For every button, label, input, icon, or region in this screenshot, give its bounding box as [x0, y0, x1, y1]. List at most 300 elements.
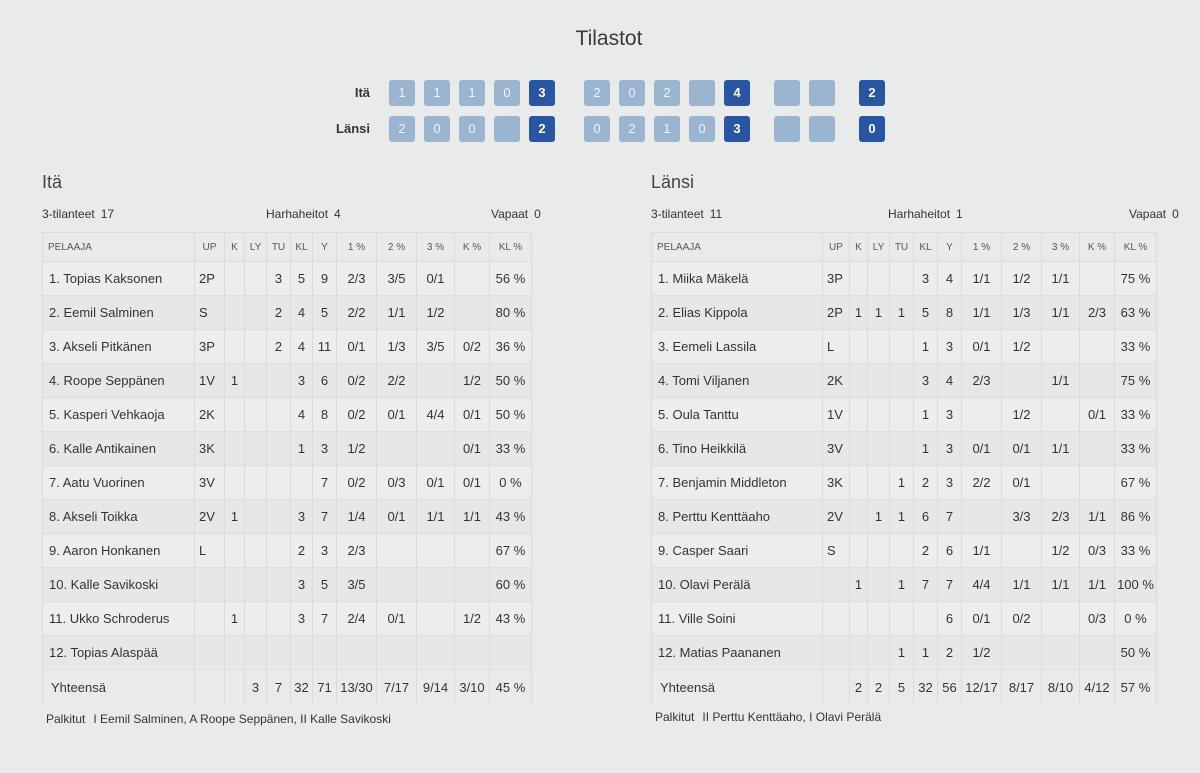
- summary-label: Vapaat: [491, 207, 529, 221]
- table-row: [43, 534, 532, 568]
- stat-cell: 0/2: [1002, 602, 1042, 636]
- table-row: [652, 398, 1157, 432]
- stat-cell: 3V: [195, 466, 225, 500]
- player-name-cell[interactable]: 10. Kalle Savikoski: [43, 568, 195, 602]
- stat-cell: [245, 568, 267, 602]
- table-row: [652, 466, 1157, 500]
- summary-value: 11: [709, 207, 723, 221]
- stat-cell: 2: [914, 534, 938, 568]
- stat-cell: [490, 636, 532, 670]
- stat-cell: [823, 602, 850, 636]
- stat-cell: 0/1: [1002, 432, 1042, 466]
- stat-cell: [245, 296, 267, 330]
- stat-cell: 1: [868, 296, 890, 330]
- summary-label: Vapaat: [1129, 207, 1167, 221]
- team-heading: Itä: [42, 172, 63, 192]
- team-summary-line: [42, 207, 541, 223]
- stat-cell: 1/1: [962, 534, 1002, 568]
- stat-cell: [850, 602, 868, 636]
- column-header[interactable]: Y: [313, 233, 337, 262]
- stat-cell: [890, 364, 914, 398]
- stat-cell: [417, 432, 455, 466]
- stat-cell: 2P: [823, 296, 850, 330]
- column-header[interactable]: UP: [195, 233, 225, 262]
- totals-cell: 13/30: [337, 670, 377, 705]
- stat-cell: [1002, 636, 1042, 670]
- stat-cell: [823, 568, 850, 602]
- column-header[interactable]: 1 %: [962, 233, 1002, 262]
- stat-cell: [267, 364, 291, 398]
- score-total-box: 3: [529, 80, 555, 106]
- stat-cell: [225, 398, 245, 432]
- column-header[interactable]: KL %: [490, 233, 532, 262]
- table-row: [652, 636, 1157, 670]
- stat-cell: [1042, 602, 1080, 636]
- stat-cell: [850, 262, 868, 296]
- team-summary-item: [42, 207, 114, 221]
- stat-cell: 0/1: [1080, 398, 1115, 432]
- player-name-cell[interactable]: 5. Oula Tanttu: [652, 398, 823, 432]
- totals-cell: 2: [850, 670, 868, 705]
- stat-cell: 3: [938, 398, 962, 432]
- stat-cell: [195, 568, 225, 602]
- score-period-box: 1: [459, 80, 485, 106]
- stat-cell: 0/1: [377, 500, 417, 534]
- stat-cell: 1: [850, 296, 868, 330]
- stat-cell: [1042, 466, 1080, 500]
- stat-cell: 8: [313, 398, 337, 432]
- stat-cell: 5: [291, 262, 313, 296]
- column-header[interactable]: K: [225, 233, 245, 262]
- stat-cell: [245, 534, 267, 568]
- score-total-box: 3: [724, 116, 750, 142]
- stat-cell: [245, 500, 267, 534]
- score-total-box: 0: [859, 116, 885, 142]
- team-panel: [42, 172, 541, 223]
- totals-cell: 71: [313, 670, 337, 705]
- stat-cell: 63 %: [1115, 296, 1157, 330]
- stat-cell: 1/1: [962, 296, 1002, 330]
- stat-cell: [1042, 398, 1080, 432]
- score-period-box: [494, 116, 520, 142]
- stat-cell: 1: [914, 398, 938, 432]
- stat-cell: 1: [890, 636, 914, 670]
- stat-cell: 1/1: [1042, 568, 1080, 602]
- stat-cell: 4: [938, 364, 962, 398]
- table-row: [43, 602, 532, 636]
- table-row: [652, 296, 1157, 330]
- stat-cell: [455, 534, 490, 568]
- stat-cell: 0/1: [1002, 466, 1042, 500]
- player-name-cell[interactable]: 4. Tomi Viljanen: [652, 364, 823, 398]
- totals-cell: 57 %: [1115, 670, 1157, 705]
- column-header[interactable]: 3 %: [1042, 233, 1080, 262]
- stat-cell: 33 %: [1115, 398, 1157, 432]
- summary-label: Harhaheitot: [888, 207, 951, 221]
- stat-cell: 1/2: [962, 636, 1002, 670]
- stat-cell: 3: [291, 500, 313, 534]
- stat-cell: [313, 636, 337, 670]
- stat-cell: 3: [914, 364, 938, 398]
- stat-cell: [890, 262, 914, 296]
- stat-cell: 0 %: [490, 466, 532, 500]
- awards-label: Palkitut: [655, 710, 695, 724]
- stat-cell: 3: [291, 602, 313, 636]
- player-name-cell[interactable]: 8. Akseli Toikka: [43, 500, 195, 534]
- stat-cell: 2/2: [337, 296, 377, 330]
- player-name-cell[interactable]: 9. Casper Saari: [652, 534, 823, 568]
- stat-cell: 3: [938, 466, 962, 500]
- totals-cell: 45 %: [490, 670, 532, 705]
- stat-cell: 3: [313, 432, 337, 466]
- score-period-box: 0: [459, 116, 485, 142]
- stat-cell: 5: [313, 568, 337, 602]
- score-total-box: 2: [529, 116, 555, 142]
- stat-cell: 2/2: [377, 364, 417, 398]
- stat-cell: 0/1: [455, 466, 490, 500]
- column-header[interactable]: K %: [1080, 233, 1115, 262]
- stat-cell: 3/5: [417, 330, 455, 364]
- stat-cell: 1/4: [337, 500, 377, 534]
- player-name-cell[interactable]: 6. Tino Heikkilä: [652, 432, 823, 466]
- column-header[interactable]: PELAAJA: [43, 233, 195, 262]
- player-name-cell[interactable]: 4. Roope Seppänen: [43, 364, 195, 398]
- stat-cell: 2V: [195, 500, 225, 534]
- stat-cell: [225, 636, 245, 670]
- stat-cell: 6: [938, 602, 962, 636]
- stat-cell: 7: [313, 602, 337, 636]
- stat-cell: 1/2: [1002, 398, 1042, 432]
- stat-cell: 1: [890, 296, 914, 330]
- stat-cell: [417, 636, 455, 670]
- score-period-box: [774, 116, 800, 142]
- stat-cell: 0/1: [962, 330, 1002, 364]
- stat-cell: 0/3: [377, 466, 417, 500]
- column-header[interactable]: Y: [938, 233, 962, 262]
- score-period-box: 0: [584, 116, 610, 142]
- column-header[interactable]: PELAAJA: [652, 233, 823, 262]
- stat-cell: [962, 398, 1002, 432]
- stat-cell: [267, 534, 291, 568]
- player-name-cell[interactable]: 2. Elias Kippola: [652, 296, 823, 330]
- totals-cell: 8/10: [1042, 670, 1080, 705]
- team-summary-item: [1129, 207, 1179, 221]
- stat-cell: 2/2: [962, 466, 1002, 500]
- stat-cell: [337, 636, 377, 670]
- stat-cell: [868, 364, 890, 398]
- totals-label: Yhteensä: [652, 670, 823, 705]
- stat-cell: [868, 330, 890, 364]
- stat-cell: [1080, 262, 1115, 296]
- stat-cell: 2: [267, 330, 291, 364]
- column-header[interactable]: K %: [455, 233, 490, 262]
- stat-cell: 1/1: [417, 500, 455, 534]
- table-row: [652, 602, 1157, 636]
- stat-cell: [1080, 330, 1115, 364]
- stat-cell: L: [195, 534, 225, 568]
- stat-cell: 2P: [195, 262, 225, 296]
- stat-cell: [291, 636, 313, 670]
- player-name-cell[interactable]: 2. Eemil Salminen: [43, 296, 195, 330]
- score-team-name: Itä: [354, 85, 370, 100]
- totals-cell: 4/12: [1080, 670, 1115, 705]
- stat-cell: 1/1: [1042, 432, 1080, 466]
- stat-cell: 6: [914, 500, 938, 534]
- stat-cell: 1: [868, 500, 890, 534]
- summary-value: 17: [100, 207, 115, 221]
- stat-cell: 2: [914, 466, 938, 500]
- stat-cell: [890, 330, 914, 364]
- stat-cell: 80 %: [490, 296, 532, 330]
- team-summary-item: [888, 207, 963, 221]
- stat-cell: [962, 500, 1002, 534]
- stat-cell: 3P: [823, 262, 850, 296]
- stat-cell: [377, 432, 417, 466]
- stat-cell: 2/3: [337, 262, 377, 296]
- stat-cell: 1/1: [1042, 364, 1080, 398]
- stat-cell: [868, 534, 890, 568]
- stat-cell: 50 %: [490, 398, 532, 432]
- player-name-cell[interactable]: 11. Ukko Schroderus: [43, 602, 195, 636]
- player-name-cell[interactable]: 10. Olavi Perälä: [652, 568, 823, 602]
- stat-cell: [1002, 364, 1042, 398]
- stat-cell: 1: [890, 466, 914, 500]
- stat-cell: 56 %: [490, 262, 532, 296]
- stat-cell: 1/2: [455, 602, 490, 636]
- stat-cell: [850, 364, 868, 398]
- stat-cell: 2: [267, 296, 291, 330]
- score-period-box: [774, 80, 800, 106]
- score-period-box: [689, 80, 715, 106]
- summary-value: 1: [956, 207, 963, 221]
- stat-cell: 0/3: [1080, 534, 1115, 568]
- stat-cell: 4: [291, 296, 313, 330]
- totals-cell: 8/17: [1002, 670, 1042, 705]
- column-header[interactable]: 1 %: [337, 233, 377, 262]
- totals-cell: 56: [938, 670, 962, 705]
- summary-value: 0: [534, 207, 541, 221]
- stat-cell: S: [195, 296, 225, 330]
- stat-cell: [377, 636, 417, 670]
- player-name-cell[interactable]: 12. Topias Alaspää: [43, 636, 195, 670]
- awards-value: II Perttu Kenttäaho, I Olavi Perälä: [702, 710, 882, 724]
- stat-cell: [868, 262, 890, 296]
- stat-cell: [890, 534, 914, 568]
- stat-cell: [267, 636, 291, 670]
- score-period-box: 0: [424, 116, 450, 142]
- stat-cell: 11: [313, 330, 337, 364]
- stat-cell: [225, 466, 245, 500]
- column-header[interactable]: K: [850, 233, 868, 262]
- stat-cell: [1002, 534, 1042, 568]
- table-row: [43, 330, 532, 364]
- stat-cell: [245, 466, 267, 500]
- stat-cell: [267, 466, 291, 500]
- player-name-cell[interactable]: 8. Perttu Kenttäaho: [652, 500, 823, 534]
- player-name-cell[interactable]: 9. Aaron Honkanen: [43, 534, 195, 568]
- table-row: [652, 500, 1157, 534]
- totals-cell: 2: [868, 670, 890, 705]
- table-row: [652, 364, 1157, 398]
- column-header[interactable]: TU: [890, 233, 914, 262]
- awards-label: Palkitut: [46, 712, 86, 726]
- column-header[interactable]: TU: [267, 233, 291, 262]
- stat-cell: 1/1: [377, 296, 417, 330]
- stat-cell: [267, 432, 291, 466]
- stat-cell: 1: [890, 500, 914, 534]
- table-row: [43, 432, 532, 466]
- totals-cell: 5: [890, 670, 914, 705]
- column-header[interactable]: 2 %: [1002, 233, 1042, 262]
- stat-cell: 0/2: [337, 398, 377, 432]
- stat-cell: [267, 602, 291, 636]
- column-header[interactable]: UP: [823, 233, 850, 262]
- stat-cell: [245, 262, 267, 296]
- player-name-cell[interactable]: 3. Akseli Pitkänen: [43, 330, 195, 364]
- stat-cell: [195, 602, 225, 636]
- player-name-cell[interactable]: 6. Kalle Antikainen: [43, 432, 195, 466]
- stat-cell: 2: [938, 636, 962, 670]
- stat-cell: [225, 432, 245, 466]
- stat-cell: [1042, 636, 1080, 670]
- stat-cell: [868, 568, 890, 602]
- stat-cell: 4: [938, 262, 962, 296]
- stat-cell: [1080, 432, 1115, 466]
- table-row: [652, 330, 1157, 364]
- score-period-box: 1: [424, 80, 450, 106]
- stat-cell: [225, 296, 245, 330]
- stat-cell: 4: [291, 398, 313, 432]
- stat-cell: 4/4: [417, 398, 455, 432]
- stat-cell: 1/3: [1002, 296, 1042, 330]
- stat-cell: [850, 330, 868, 364]
- column-header[interactable]: LY: [868, 233, 890, 262]
- score-period-box: 2: [584, 80, 610, 106]
- stat-cell: 1/2: [1002, 330, 1042, 364]
- stat-cell: 1: [225, 500, 245, 534]
- player-name-cell[interactable]: 1. Miika Mäkelä: [652, 262, 823, 296]
- player-name-cell[interactable]: 3. Eemeli Lassila: [652, 330, 823, 364]
- table-row: [652, 262, 1157, 296]
- stat-cell: [890, 432, 914, 466]
- totals-cell: 32: [914, 670, 938, 705]
- player-name-cell[interactable]: 5. Kasperi Vehkaoja: [43, 398, 195, 432]
- totals-row: [652, 670, 1157, 705]
- stat-cell: 100 %: [1115, 568, 1157, 602]
- stat-cell: 0/1: [417, 466, 455, 500]
- stat-cell: 2/4: [337, 602, 377, 636]
- stat-cell: 1/1: [1002, 568, 1042, 602]
- totals-cell: 3: [245, 670, 267, 705]
- player-name-cell[interactable]: 1. Topias Kaksonen: [43, 262, 195, 296]
- stat-cell: L: [823, 330, 850, 364]
- stat-cell: [225, 568, 245, 602]
- score-period-box: 1: [654, 116, 680, 142]
- column-header[interactable]: KL %: [1115, 233, 1157, 262]
- page-title: Tilastot: [575, 27, 643, 50]
- stat-cell: 2K: [195, 398, 225, 432]
- summary-label: 3-tilanteet: [42, 207, 95, 221]
- stat-cell: 1: [850, 568, 868, 602]
- stat-cell: [850, 398, 868, 432]
- column-header[interactable]: KL: [291, 233, 313, 262]
- team-summary-item: [651, 207, 722, 221]
- stat-cell: [868, 602, 890, 636]
- column-header[interactable]: 2 %: [377, 233, 417, 262]
- stat-cell: 1/3: [377, 330, 417, 364]
- stat-cell: [914, 602, 938, 636]
- stat-cell: [455, 568, 490, 602]
- column-header[interactable]: LY: [245, 233, 267, 262]
- stat-cell: [225, 262, 245, 296]
- stat-cell: 1/1: [962, 262, 1002, 296]
- stat-cell: 1/1: [1080, 500, 1115, 534]
- table-row: [652, 568, 1157, 602]
- stat-cell: [417, 568, 455, 602]
- stat-cell: 75 %: [1115, 364, 1157, 398]
- stat-cell: [1080, 364, 1115, 398]
- totals-cell: 7/17: [377, 670, 417, 705]
- table-header-row: [652, 233, 1157, 262]
- table-row: [43, 296, 532, 330]
- stat-cell: [245, 432, 267, 466]
- stat-cell: 3: [938, 330, 962, 364]
- player-name-cell[interactable]: 11. Ville Soini: [652, 602, 823, 636]
- stat-cell: 3P: [195, 330, 225, 364]
- stat-cell: [850, 500, 868, 534]
- stat-cell: 75 %: [1115, 262, 1157, 296]
- stat-cell: 33 %: [1115, 432, 1157, 466]
- player-name-cell[interactable]: 7. Aatu Vuorinen: [43, 466, 195, 500]
- stat-cell: 3/3: [1002, 500, 1042, 534]
- stat-cell: [890, 602, 914, 636]
- stat-cell: 1: [225, 602, 245, 636]
- stat-cell: 6: [313, 364, 337, 398]
- stat-cell: 0/1: [455, 398, 490, 432]
- table-row: [43, 262, 532, 296]
- stat-cell: [850, 466, 868, 500]
- score-period-box: 0: [494, 80, 520, 106]
- stat-cell: 1/2: [417, 296, 455, 330]
- player-name-cell[interactable]: 12. Matias Paananen: [652, 636, 823, 670]
- stat-cell: 67 %: [1115, 466, 1157, 500]
- stat-cell: [868, 432, 890, 466]
- stat-cell: [823, 636, 850, 670]
- stat-cell: [868, 636, 890, 670]
- stat-cell: 1/2: [337, 432, 377, 466]
- summary-label: Harhaheitot: [266, 207, 329, 221]
- table-row: [43, 568, 532, 602]
- column-header[interactable]: 3 %: [417, 233, 455, 262]
- awards-value: I Eemil Salminen, A Roope Seppänen, II Kalle Savikoski: [93, 712, 391, 726]
- table-row: [43, 500, 532, 534]
- stat-cell: 3: [938, 432, 962, 466]
- player-name-cell[interactable]: 7. Benjamin Middleton: [652, 466, 823, 500]
- table-row: [43, 364, 532, 398]
- stat-cell: 3: [291, 568, 313, 602]
- stat-cell: 4/4: [962, 568, 1002, 602]
- table-row: [43, 636, 532, 670]
- score-period-box: 2: [654, 80, 680, 106]
- column-header[interactable]: KL: [914, 233, 938, 262]
- stat-cell: [417, 364, 455, 398]
- stat-cell: [850, 432, 868, 466]
- totals-cell: 12/17: [962, 670, 1002, 705]
- totals-cell: [823, 670, 850, 705]
- stat-cell: 0/2: [337, 364, 377, 398]
- stat-cell: 2/3: [337, 534, 377, 568]
- stat-cell: 0/1: [455, 432, 490, 466]
